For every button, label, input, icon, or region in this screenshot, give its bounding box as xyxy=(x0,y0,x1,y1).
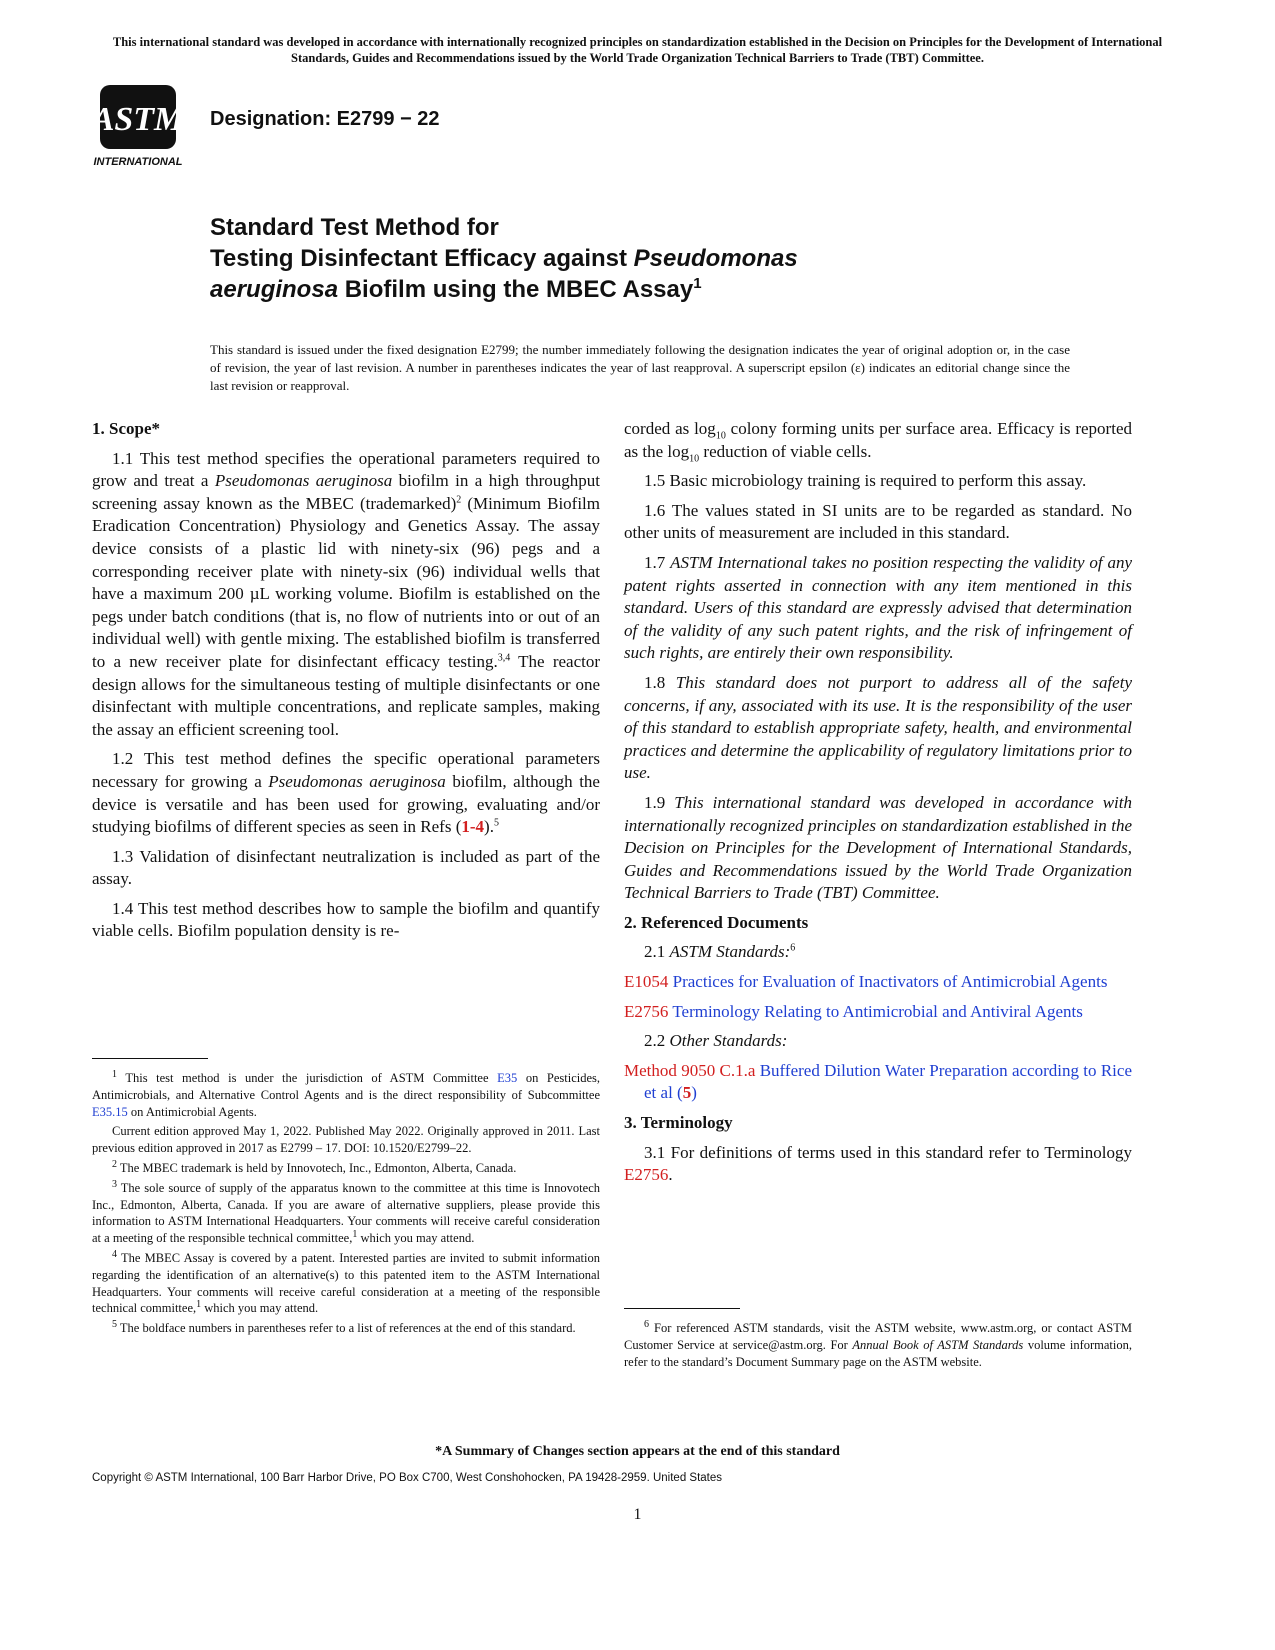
left-column xyxy=(92,418,600,950)
logo-text: INTERNATIONAL xyxy=(93,156,183,168)
para-1-3: 1.3 Validation of disinfectant neutralization is included as part of the assay. xyxy=(92,846,600,889)
ref-e2756[interactable]: E2756 Terminology Relating to Antimicrobial and Antiviral Agents xyxy=(624,1001,1083,1021)
document-title xyxy=(210,212,1110,305)
terminology-heading: 3. Terminology xyxy=(624,1113,733,1133)
title-line-1: Standard Test Method for xyxy=(210,214,499,241)
copyright: Copyright © ASTM International, 100 Barr Harbor Drive, PO Box C700, West Conshohocken, PA 19428-2959. United States xyxy=(92,1472,723,1484)
para-1-8: 1.8 This standard does not purport to address all of the safety concerns, if any, associated with its use. It is the responsibility of the user of this standard to establish appropriate safety, health, and environmental practices and determine the applicability of regulatory limitations prior to use. xyxy=(624,672,1132,783)
referenced-documents-heading: 2. Referenced Documents xyxy=(624,912,809,932)
footnote-4: $^4$ The MBEC Assay is covered by a patent. Interested parties are invited to submit information regarding the identification of an alternative(s) to this patented item to the ASTM International Headquarters. Your comments will receive careful consideration at a meeting of the responsible technical committee,$^1$ which you may attend. xyxy=(92,1248,600,1316)
svg-text:ASTM: ASTM xyxy=(92,101,185,138)
footnote-1-edition: Current edition approved May 1, 2022. Published May 2022. Originally approved in 2011. Last previous edition approved in 2017 as E2799 – 17. DOI: 10.1520/E2799–22. xyxy=(92,1124,600,1156)
para-1-4-cont: corded as $\log_{10}$ colony forming units per surface area. Efficacy is reported as the $\log_{10}$ reduction of viable cells. xyxy=(624,419,1132,464)
title-line-2: Testing Disinfectant Efficacy against Pseudomonas xyxy=(210,245,798,272)
summary-of-changes-note: *A Summary of Changes section appears at the end of this standard xyxy=(435,1444,840,1459)
para-1-7: 1.7 ASTM International takes no position respecting the validity of any patent rights asserted in connection with any item mentioned in this standard. Users of this standard are expressly advised that determination of the validity of any such patent rights, and the risk of infringement of such rights, are entirely their own responsibility. xyxy=(624,552,1132,663)
para-3-1: 3.1 For definitions of terms used in this standard refer to Terminology E2756. xyxy=(624,1142,1132,1185)
para-1-2: 1.2 This test method defines the specific operational parameters necessary for growing a Pseudomonas aeruginosa biofilm, although the device is versatile and has been used for growing, evaluating and/or studying biofilms of different species as seen in Refs (1-4).$^5$ xyxy=(92,749,600,837)
top-notice: This international standard was developed in accordance with internationally recognized principles on standardization established in the Decision on Principles for the Development of International Standards, Guides and Recommendations issued by the World Trade Organization Technical Barriers to Trade (TBT) Committee. xyxy=(112,35,1163,65)
footnote-rule-left xyxy=(92,1058,208,1059)
ref-link-1-4[interactable]: 1-4 xyxy=(461,817,485,837)
para-1-5: 1.5 Basic microbiology training is required to perform this assay. xyxy=(644,471,1087,491)
e35-15-link[interactable]: E35.15 xyxy=(92,1104,128,1119)
para-1-9: 1.9 This international standard was developed in accordance with internationally recognized principles on standardization established in the Decision on Principles for the Development of International Standards, Guides and Recommendations issued by the World Trade Organization Technical Barriers to Trade (TBT) Committee. xyxy=(624,792,1132,903)
para-1-1: 1.1 This test method specifies the operational parameters required to grow and treat a Pseudomonas aeruginosa biofilm in a high throughput screening assay known as the MBEC (trademarked)$^2$ (Minimum Biofilm Eradication Concentration) Physiology and Genetics Assay. The assay device consists of a plastic lid with ninety-six (96) pegs and a corresponding receiver plate with ninety-six (96) individual wells that have a maximum 200 µL working volume. Biofilm is established on the pegs under batch conditions (that is, no flow of nutrients into or out of an individual well) with gentle mixing. The established biofilm is transferred to a new receiver plate for disinfectant efficacy testing.$^{3,4}$ The reactor design allows for the simultaneous testing of multiple disinfectants or one disinfectant with multiple concentrations, and replicate samples, making the assay an efficient screening tool. xyxy=(92,448,600,739)
footnote-1: $^1$ This test method is under the jurisdiction of ASTM Committee E35 on Pesticides, Antimicrobials, and Alternative Control Agents and is the direct responsibility of Subcommittee E35.15 on Antimicrobial Agents. xyxy=(92,1068,601,1119)
ref-e1054[interactable]: E1054 Practices for Evaluation of Inactivators of Antimicrobial Agents xyxy=(624,972,1108,992)
e35-link[interactable]: E35 xyxy=(497,1071,518,1085)
scope-heading: 1. Scope* xyxy=(92,419,160,438)
designation: Designation: E2799 − 22 xyxy=(210,108,440,130)
ref-method-9050[interactable]: Method 9050 C.1.a Buffered Dilution Water Preparation according to Rice et al (5) xyxy=(624,1060,1132,1103)
astm-logo-icon xyxy=(92,85,192,170)
para-1-6: 1.6 The values stated in SI units are to be regarded as standard. No other units of measurement are included in this standard. xyxy=(624,500,1132,543)
footnotes-right xyxy=(624,1320,1132,1373)
title-line-3: aeruginosa Biofilm using the MBEC Assay$^1$ xyxy=(210,275,702,303)
footnotes-left xyxy=(92,1070,600,1340)
para-2-1: 2.1 ASTM Standards:$^6$ xyxy=(644,942,796,962)
terminology-e2756-link[interactable]: E2756 xyxy=(624,1165,669,1185)
footnote-6: $^6$ For referenced ASTM standards, visit the ASTM website, www.astm.org, or contact ASTM Customer Service at service@astm.org. For Annual Book of ASTM Standards volume information, refer to the standard’s Document Summary page on the ASTM website. xyxy=(624,1318,1132,1369)
para-2-2: 2.2 Other Standards: xyxy=(644,1031,788,1051)
footnote-2: $^2$ The MBEC trademark is held by Innovotech, Inc., Edmonton, Alberta, Canada. xyxy=(112,1158,517,1175)
footnote-5: $^5$ The boldface numbers in parentheses refer to a list of references at the end of this standard. xyxy=(112,1319,576,1336)
para-1-4: 1.4 This test method describes how to sample the biofilm and quantify viable cells. Biofilm population density is re- xyxy=(92,898,600,941)
footnote-3: $^3$ The sole source of supply of the apparatus known to the committee at this time is Innovotech Inc., Edmonton, Alberta, Canada. If you are aware of alternative suppliers, please provide this information to ASTM International Headquarters. Your comments will receive careful consideration at a meeting of the responsible technical committee,$^1$ which you may attend. xyxy=(92,1178,600,1246)
issue-note: This standard is issued under the fixed designation E2799; the number immediately following the designation indicates the year of original adoption or, in the case of revision, the year of last revision. A number in parentheses indicates the year of last reapproval. A superscript epsilon (ε) indicates an editorial change since the last revision or reapproval. xyxy=(210,342,1070,393)
footnote-rule-right xyxy=(624,1308,740,1309)
right-column xyxy=(624,418,1132,1194)
astm-logo xyxy=(92,85,192,170)
page-number: 1 xyxy=(633,1506,642,1523)
